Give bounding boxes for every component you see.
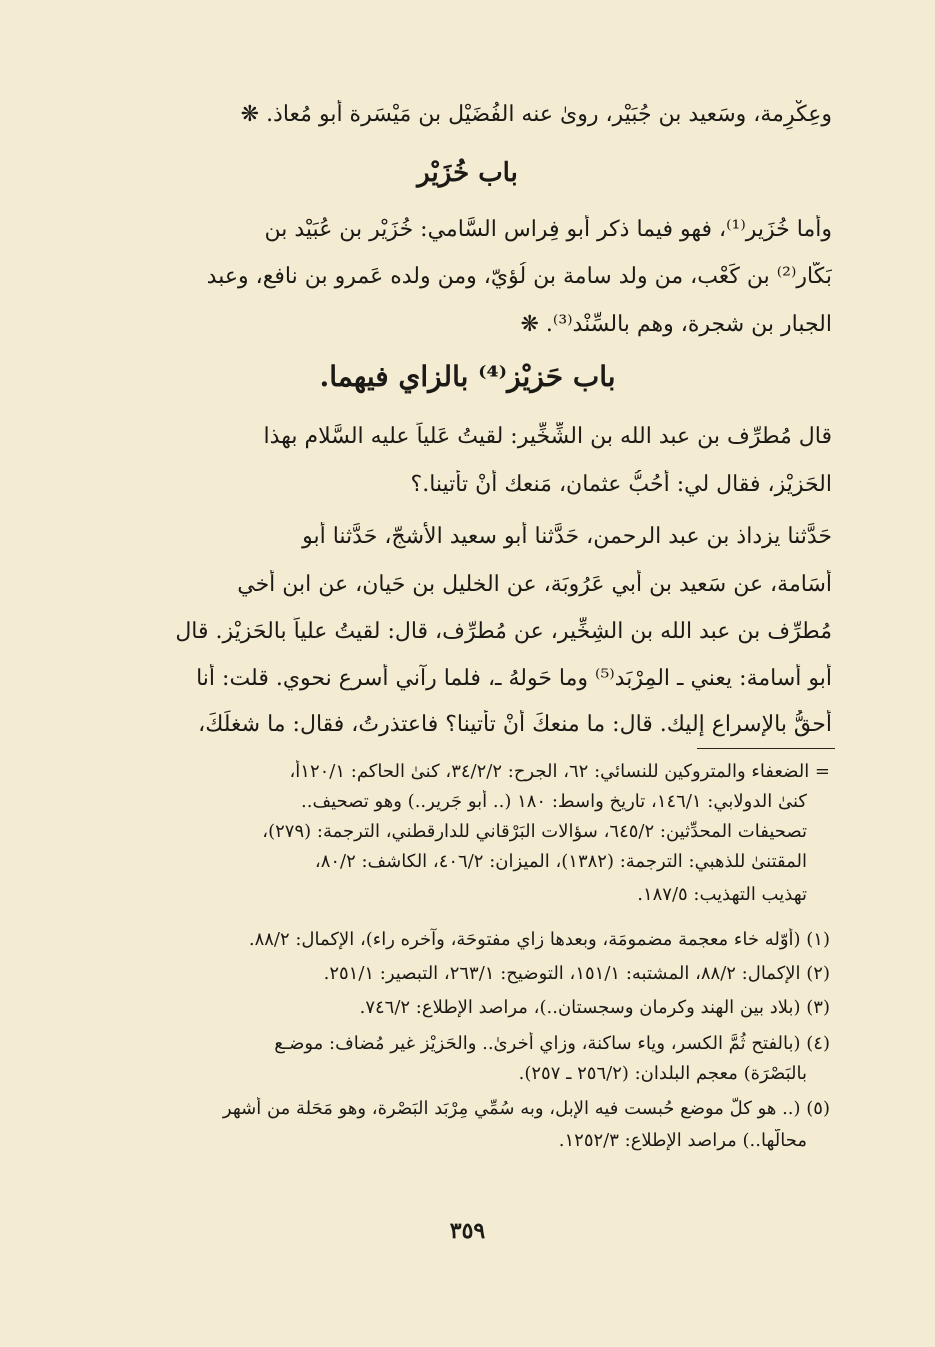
footnote-4: (٤) (بالفتح ثُمَّ الكسر، وياء ساكنة، وزاي أُخرىٰ.. والحَزيْز غير مُضاف: موضـع [274,1033,830,1054]
footnote-line: المقتنىٰ للذهبي: الترجمة: (١٣٨٢)، الميزان: ٤٠٦/٢، الكاشف: ٨٠/٢، [314,851,807,872]
body-line-5: قال مُطرِّف بن عبد الله بن الشِّخِّير: لقيتُ عَلياً عليه السَّلام بهذا [263,424,832,449]
footnote-line: تهذيب التهذيب: ١٨٧/٥. [637,884,807,905]
footnote-4-cont: بالبَصْرَة) معجم البلدان: (٢٥٦/٢ ـ ٢٥٧). [518,1063,807,1084]
body-line-1: وعِكْرِمة، وسَعيد بن جُبَيْر، روىٰ عنه الفُضَيْل بن مَيْسَرة أبو مُعاذ. ❋ [240,102,832,127]
body-line-7: حَدَّثنا يزداذ بن عبد الرحمن، حَدَّثنا أبو سعيد الأشجّ، حَدَّثنا أبو [302,524,832,549]
body-line-11: أحقُّ بالإسراع إليك. قال: ما منعكَ أنْ تأتينا؟ فاعتذرتُ، فقال: ما شغلَكَ، [198,712,832,737]
page-number: ٣٥٩ [449,1218,486,1244]
footnote-separator [697,748,835,749]
body-line-10: أبو أسامة: يعني ـ المِرْبَد⁽⁵⁾ وما حَولهُ ـ، فلما رآني أسرع نحوي. قلت: أنا [196,666,832,691]
heading-bab-hazeez: باب حَزيْز⁽⁴⁾ بالزاي فيهما. [319,360,616,393]
heading-bab-khuzayr: باب خُزَيْر [417,158,518,188]
body-line-4: الجبار بن شجرة، وهم بالسِّنْد⁽³⁾. ❋ [520,312,832,337]
footnote-line: تصحيفات المحدِّثين: ٦٤٥/٢، سؤالات البَرْقاني للدارقطني، الترجمة: (٢٧٩)، [262,821,807,842]
footnote-5-cont: محالّها..) مراصد الإطلاع: ١٢٥٢/٣. [558,1130,807,1151]
body-line-8: أُسَامة، عن سَعيد بن أبي عَرُوبَة، عن الخليل بن حَيان، عن ابن أخي [237,572,832,597]
body-line-2: وأما خُزَير⁽¹⁾، فهو فيما ذكر أبو فِراس السَّامي: خُزَيْر بن عُبَيْد بن [264,217,832,242]
footnote-5: (٥) (.. هو كلُّ موضع حُبست فيه الإبل، وبه سُمِّي مِرْبَد البَصْرة، وهو مَحَلة من أشهر [222,1098,830,1119]
footnote-1: (١) (أوّله خاء معجمة مضمومَة، وبعدها زاي مفتوحَة، وآخره راء)، الإكمال: ٨٨/٢. [248,929,830,950]
footnote-line: كنىٰ الدولابي: ١٤٦/١، تاريخ واسط: ١٨٠ (.. أبو جَرير..) وهو تصحيف.. [301,791,807,812]
footnote-2: (٢) الإكمال: ٨٨/٢، المشتبه: ١٥١/١، التوضيح: ٢٦٣/١، التبصير: ٢٥١/١. [323,963,830,984]
footnote-3: (٣) (بلاد بين الهند وكرمان وسجستان..)، مراصد الإطلاع: ٧٤٦/٢. [359,997,830,1018]
body-line-9: مُطرِّف بن عبد الله بن الشِخِّير، عن مُطرِّف، قال: لقيتُ علياً بالحَزيْز. قال [175,619,832,644]
footnote-line: = الضعفاء والمتروكين للنسائي: ٦٢، الجرح: ٣٤/٢/٢، كنىٰ الحاكم: ١٢٠/١أ، [289,761,830,782]
body-line-3: بَكَّار⁽²⁾ بن كَعْب، من ولد سامة بن لُؤيّ، ومن ولده عَمرو بن نافع، وعبد [206,264,832,289]
body-line-6: الحَزيْز، فقال لي: أحُبُّ عثمان، مَنعك أنْ تأتينا.؟ [410,472,832,497]
